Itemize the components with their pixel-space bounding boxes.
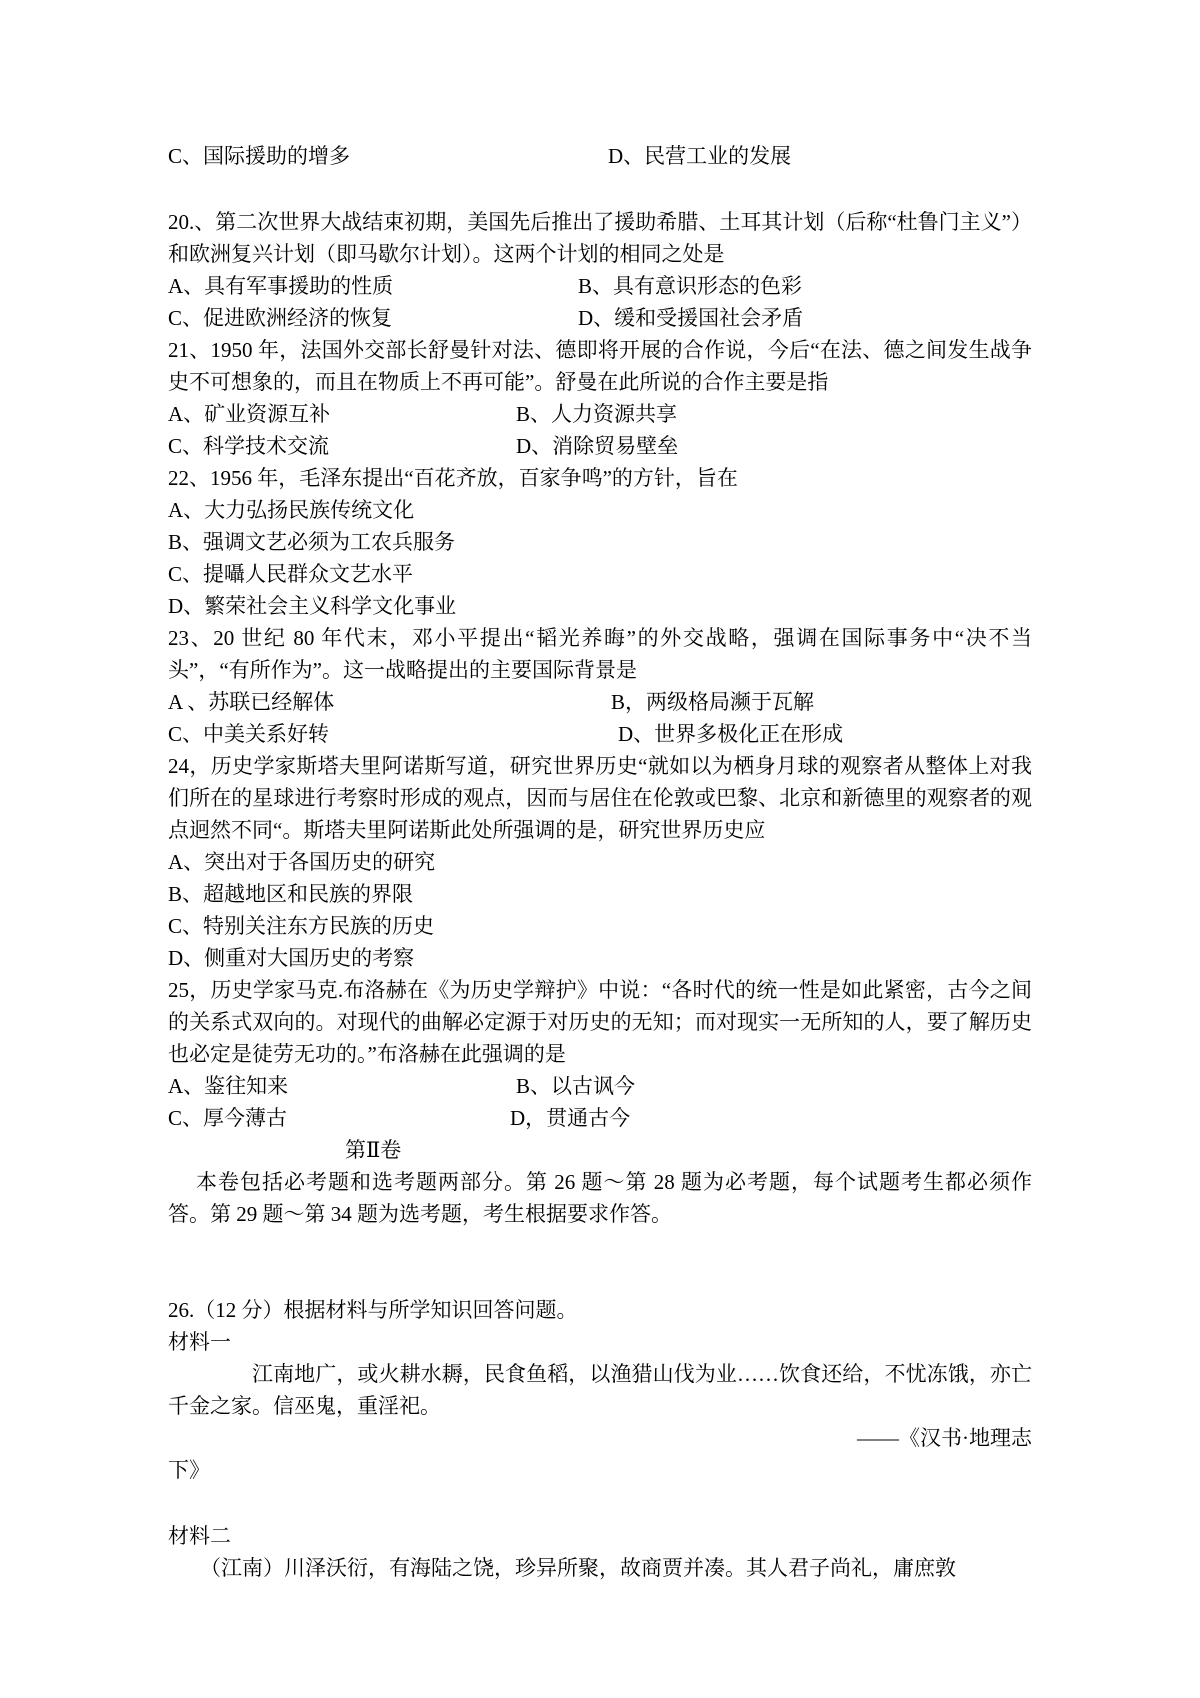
question-20-stem: 20.、第二次世界大战结束初期，美国先后推出了援助希腊、土耳其计划（后称“杜鲁门主义”）和欧洲复兴计划（即马歇尔计划）。这两个计划的相同之处是 [168, 210, 1032, 266]
option-label-right: D、民营工业的发展 [608, 144, 792, 168]
material-1-label: 材料一 [168, 1330, 231, 1354]
option-24-c: C、特别关注东方民族的历史 [168, 914, 435, 938]
option-22-c: C、提囁人民群众文艺水平 [168, 562, 414, 586]
option-24-b: B、超越地区和民族的界限 [168, 882, 414, 906]
option-label-right: B、具有意识形态的色彩 [578, 274, 803, 298]
question-21-stem: 21、1950 年，法国外交部长舒曼针对法、德即将开展的合作说，今后“在法、德之间发生战争史不可想象的，而且在物质上不再可能”。舒曼在此所说的合作主要是指 [168, 338, 1032, 394]
option-label-right: B，两级格局濒于瓦解 [611, 690, 815, 714]
option-row-19-cd [168, 140, 1032, 172]
option-row-23-ab [168, 686, 1032, 718]
option-label-right: B、以古讽今 [516, 1074, 636, 1098]
option-24-a: A、突出对于各国历史的研究 [168, 850, 436, 874]
option-label-right: D，贯通古今 [510, 1106, 631, 1130]
question-23-stem: 23、20 世纪 80 年代末，邓小平提出“韬光养晦”的外交战略，强调在国际事务中“决不当头”，“有所作为”。这一战略提出的主要国际背景是 [168, 626, 1032, 682]
option-22-d: D、繁荣社会主义科学文化事业 [168, 594, 457, 618]
section-2-title: 第Ⅱ卷 [345, 1138, 402, 1162]
option-label-left: A、矿业资源互补 [168, 402, 331, 426]
option-label-right: D、世界多极化正在形成 [618, 722, 844, 746]
section-2-instructions: 本卷包括必考题和选考题两部分。第 26 题～第 28 题为必考题，每个试题考生都必须作答。第 29 题～第 34 题为选考题，考生根据要求作答。 [168, 1170, 1032, 1226]
option-label-right: B、人力资源共享 [516, 402, 678, 426]
blank-space [168, 1230, 1032, 1294]
question-24-stem: 24，历史学家斯塔夫里阿诺斯写道，研究世界历史“就如以为栖身月球的观察者从整体上对我们所在的星球进行考察时形成的观点，因而与居住在伦敦或巴黎、北京和新德里的观察者的观点迥然不同“。斯塔夫里阿诺斯此处所强调的是，研究世界历史应 [168, 754, 1032, 842]
option-row-20-cd [168, 302, 1032, 334]
option-row-21-cd [168, 430, 1032, 462]
question-25-stem: 25，历史学家马克.布洛赫在《为历史学辩护》中说：“各时代的统一性是如此紧密，古今之间的关系式双向的。对现代的曲解必定源于对历史的无知；而对现实一无所知的人，要了解历史也必定是徒劳无功的。”布洛赫在此强调的是 [168, 978, 1032, 1066]
option-row-25-cd [168, 1102, 1032, 1134]
question-22-stem: 22、1956 年，毛泽东提出“百花齐放，百家争鸣”的方针，旨在 [168, 466, 738, 490]
option-label-left: C、国际援助的增多 [168, 144, 351, 168]
option-row-25-ab [168, 1070, 1032, 1102]
option-24-d: D、侧重对大国历史的考察 [168, 946, 415, 970]
option-label-left: C、科学技术交流 [168, 434, 330, 458]
option-label-left: C、中美关系好转 [168, 722, 330, 746]
question-26-stem: 26.（12 分）根据材料与所学知识回答问题。 [168, 1298, 578, 1322]
option-row-23-cd [168, 718, 1032, 750]
material-1-citation: ——《汉书·地理志 [857, 1426, 1032, 1450]
option-22-a: A、大力弘扬民族传统文化 [168, 498, 415, 522]
option-22-b: B、强调文艺必须为工农兵服务 [168, 530, 456, 554]
material-2-label: 材料二 [168, 1524, 231, 1548]
blank-space [168, 1486, 1032, 1520]
option-label-right: D、消除贸易壁垒 [516, 434, 679, 458]
option-row-21-ab [168, 398, 1032, 430]
option-label-left: C、厚今薄古 [168, 1106, 288, 1130]
option-row-20-ab [168, 270, 1032, 302]
option-label-right: D、缓和受援国社会矛盾 [578, 306, 804, 330]
option-label-left: A 、苏联已经解体 [168, 690, 335, 714]
material-1-text: 江南地广，或火耕水耨，民食鱼稻，以渔猎山伐为业……饮食还给，不忧冻饿，亦亡千金之家。信巫鬼，重淫祀。 [168, 1362, 1032, 1418]
option-label-left: A、鉴往知来 [168, 1074, 289, 1098]
option-label-left: C、促进欧洲经济的恢复 [168, 306, 393, 330]
material-2-text: （江南）川泽沃衍，有海陆之饶，珍异所聚，故商贾并凑。其人君子尚礼，庸庶敦 [200, 1556, 956, 1580]
material-1-citation-wrap: 下》 [168, 1458, 210, 1482]
blank-space [168, 172, 1032, 206]
option-label-left: A、具有军事援助的性质 [168, 274, 394, 298]
